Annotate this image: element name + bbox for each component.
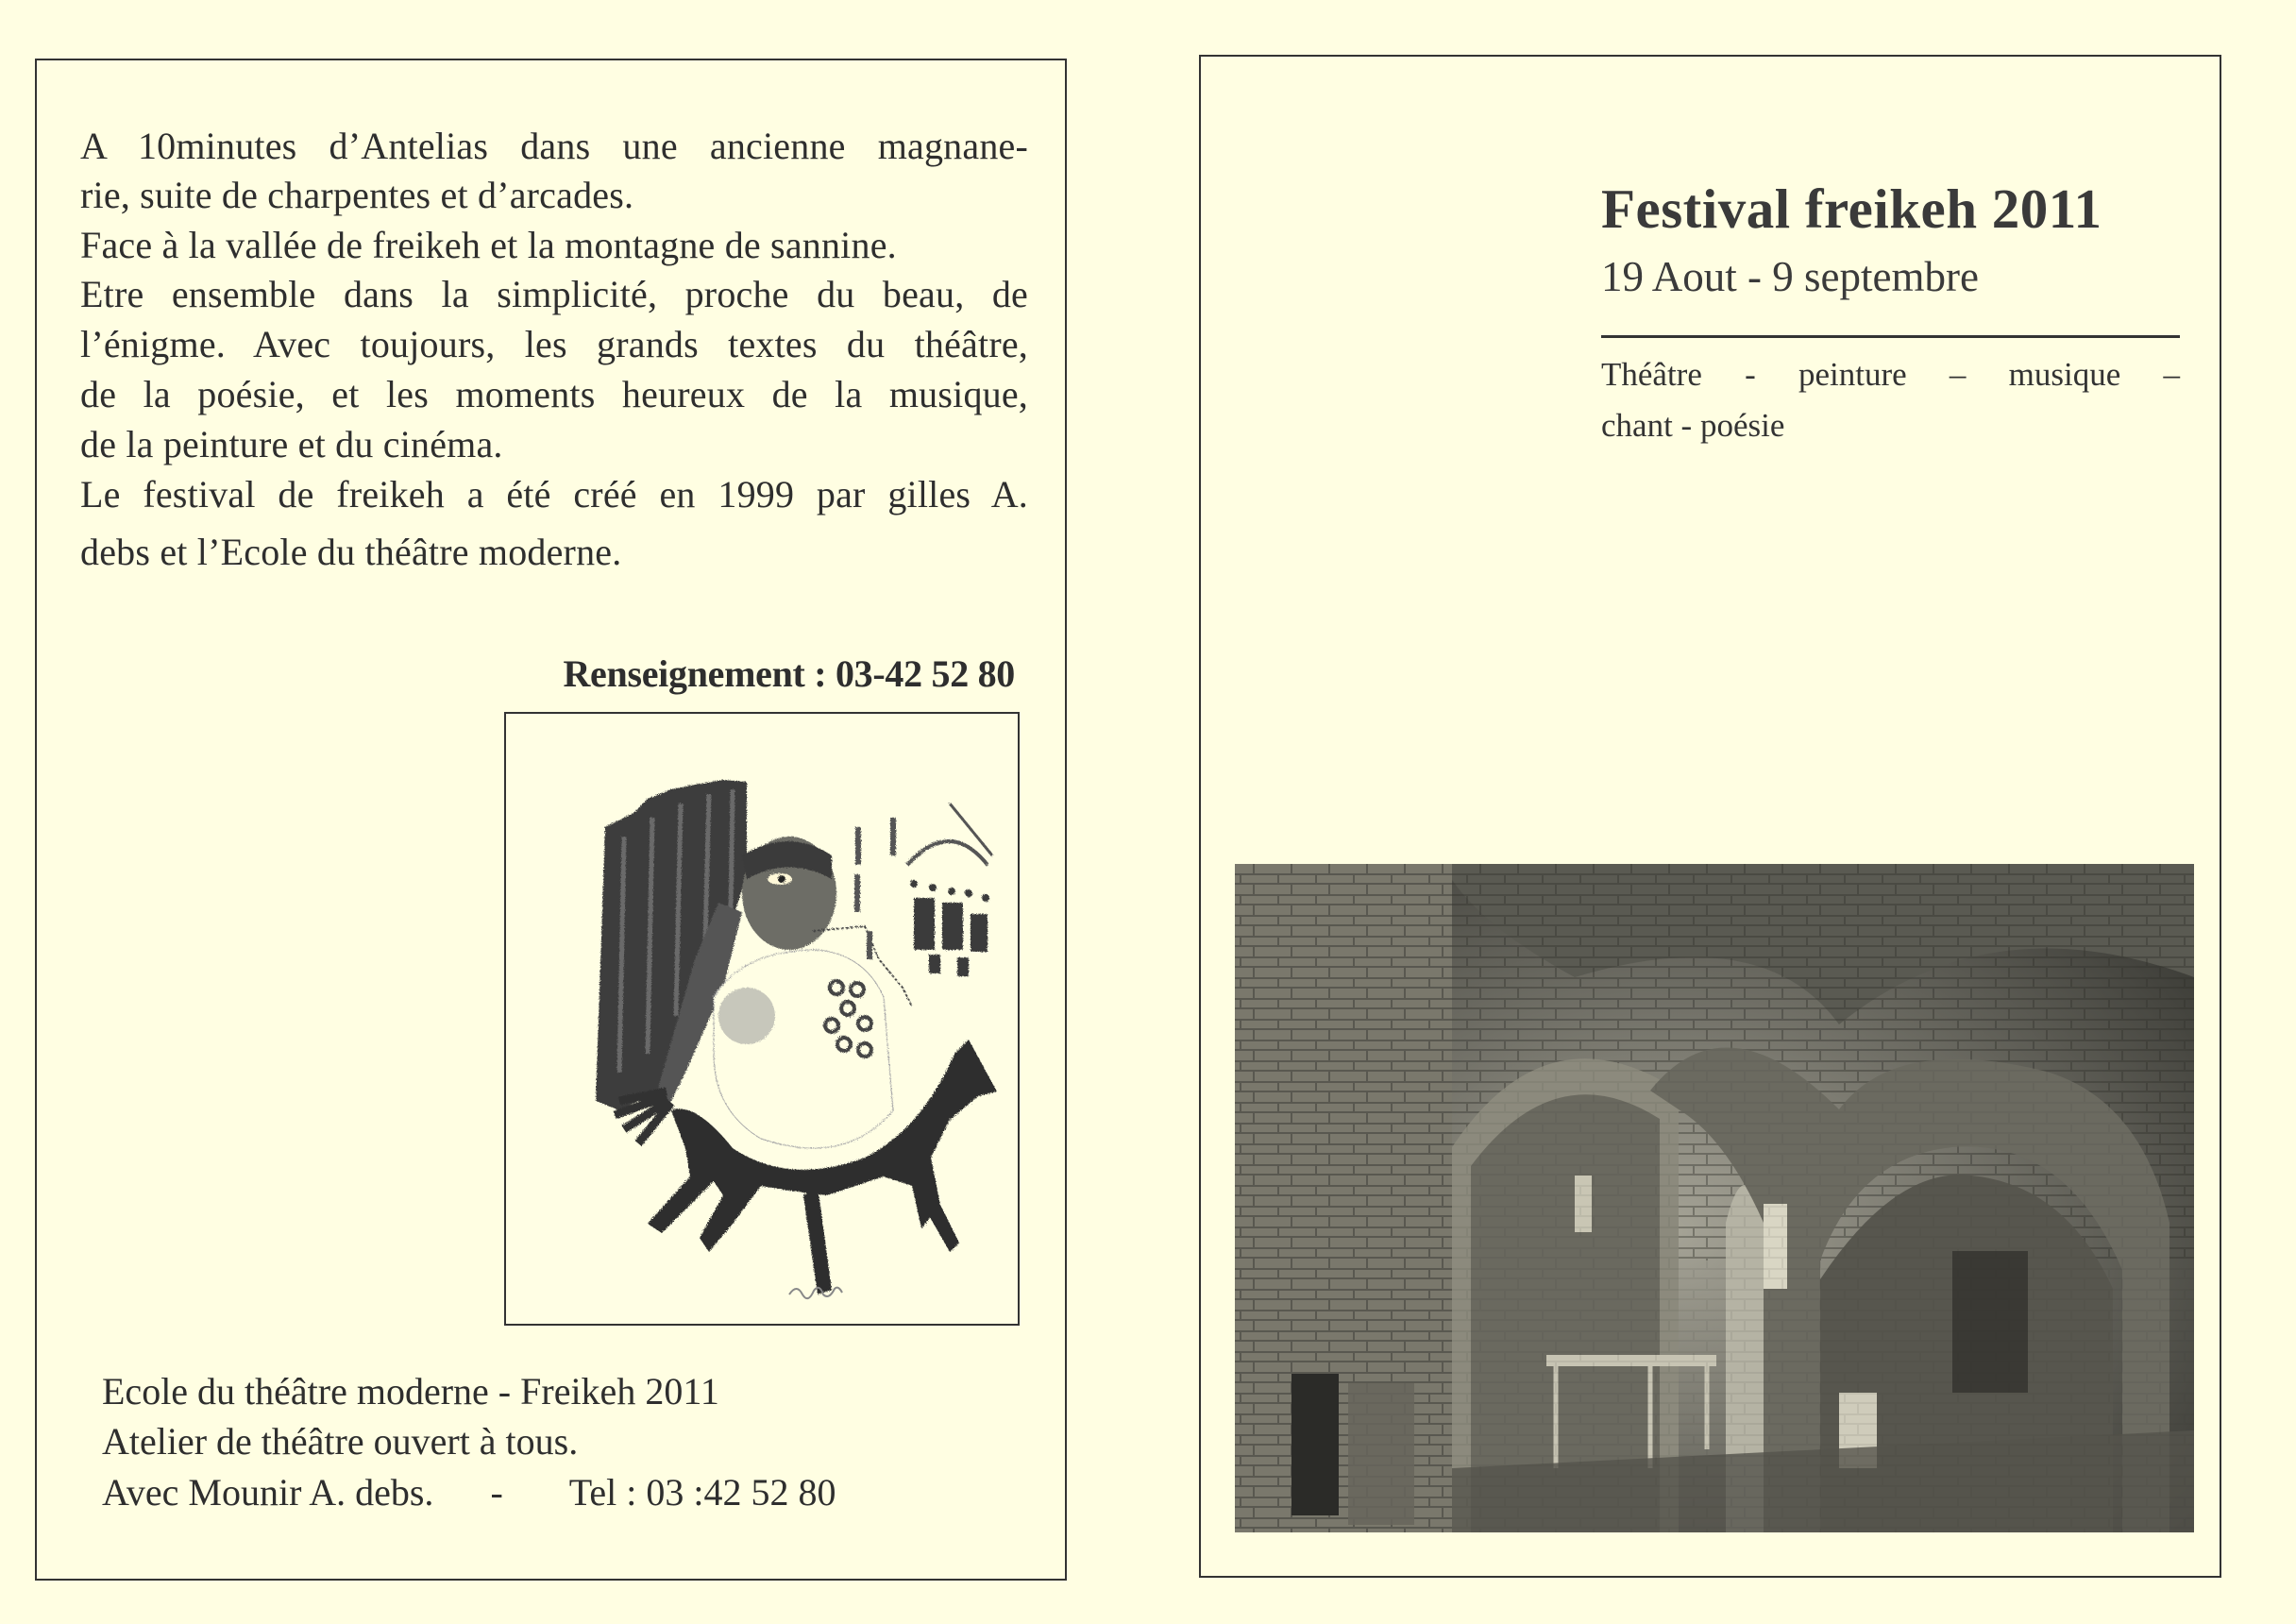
info-label: Renseignement : xyxy=(563,652,827,695)
intro-line: rie, suite de charpentes et d’arcades. xyxy=(80,174,634,216)
intro-line: Etre ensemble dans la simplicité, proche du beau, de xyxy=(80,273,1028,315)
disciplines-row-1 xyxy=(1601,349,2180,400)
left-panel xyxy=(35,59,1067,1581)
footer-line-atelier: Atelier de théâtre ouvert à tous. xyxy=(102,1420,579,1463)
header-divider xyxy=(1601,335,2180,338)
angel-horse-illustration xyxy=(504,712,1020,1326)
right-panel xyxy=(1199,55,2221,1578)
info-phone: 03-42 52 80 xyxy=(835,652,1015,695)
discipline-separator: – xyxy=(1949,356,1967,393)
discipline-painting: peinture xyxy=(1798,356,1907,393)
intro-line: Le festival de freikeh a été créé en 1999 par gilles A. xyxy=(80,473,1028,516)
festival-title: Festival freikeh 2011 xyxy=(1601,178,2102,240)
vaulted-arcades-photo xyxy=(1235,864,2194,1532)
footer-phone: Tel : 03 :42 52 80 xyxy=(568,1471,836,1514)
artist-signature xyxy=(789,1288,842,1299)
intro-line: A 10minutes d’Antelias dans une ancienne magnane- xyxy=(80,125,1028,167)
discipline-theatre: Théâtre xyxy=(1601,356,1702,393)
info-contact xyxy=(563,651,1015,696)
intro-line: de la poésie, et les moments heureux de la musique, xyxy=(80,373,1028,415)
disciplines-row-2: chant - poésie xyxy=(1601,407,1785,444)
footer-line-school: Ecole du théâtre moderne - Freikeh 2011 xyxy=(102,1370,719,1413)
illustration-drawing-icon xyxy=(506,714,1017,1323)
footer-instructor: Avec Mounir A. debs. xyxy=(102,1471,434,1514)
intro-line: debs et l’Ecole du théâtre moderne. xyxy=(80,531,622,573)
arcade-photo-image-icon xyxy=(1235,864,2194,1532)
discipline-separator: – xyxy=(2163,356,2180,393)
intro-line: Face à la vallée de freikeh et la montagne de sannine. xyxy=(80,224,897,266)
discipline-music: musique xyxy=(2008,356,2121,393)
intro-line: l’énigme. Avec toujours, les grands textes du théâtre, xyxy=(80,323,1028,365)
disciplines-list xyxy=(1601,349,2180,451)
festival-dates: 19 Aout - 9 septembre xyxy=(1601,253,1979,300)
discipline-separator: - xyxy=(1745,356,1756,393)
intro-line: de la peinture et du cinéma. xyxy=(80,423,503,465)
footer-separator: - xyxy=(490,1471,503,1514)
footer-line-contact xyxy=(102,1470,836,1514)
